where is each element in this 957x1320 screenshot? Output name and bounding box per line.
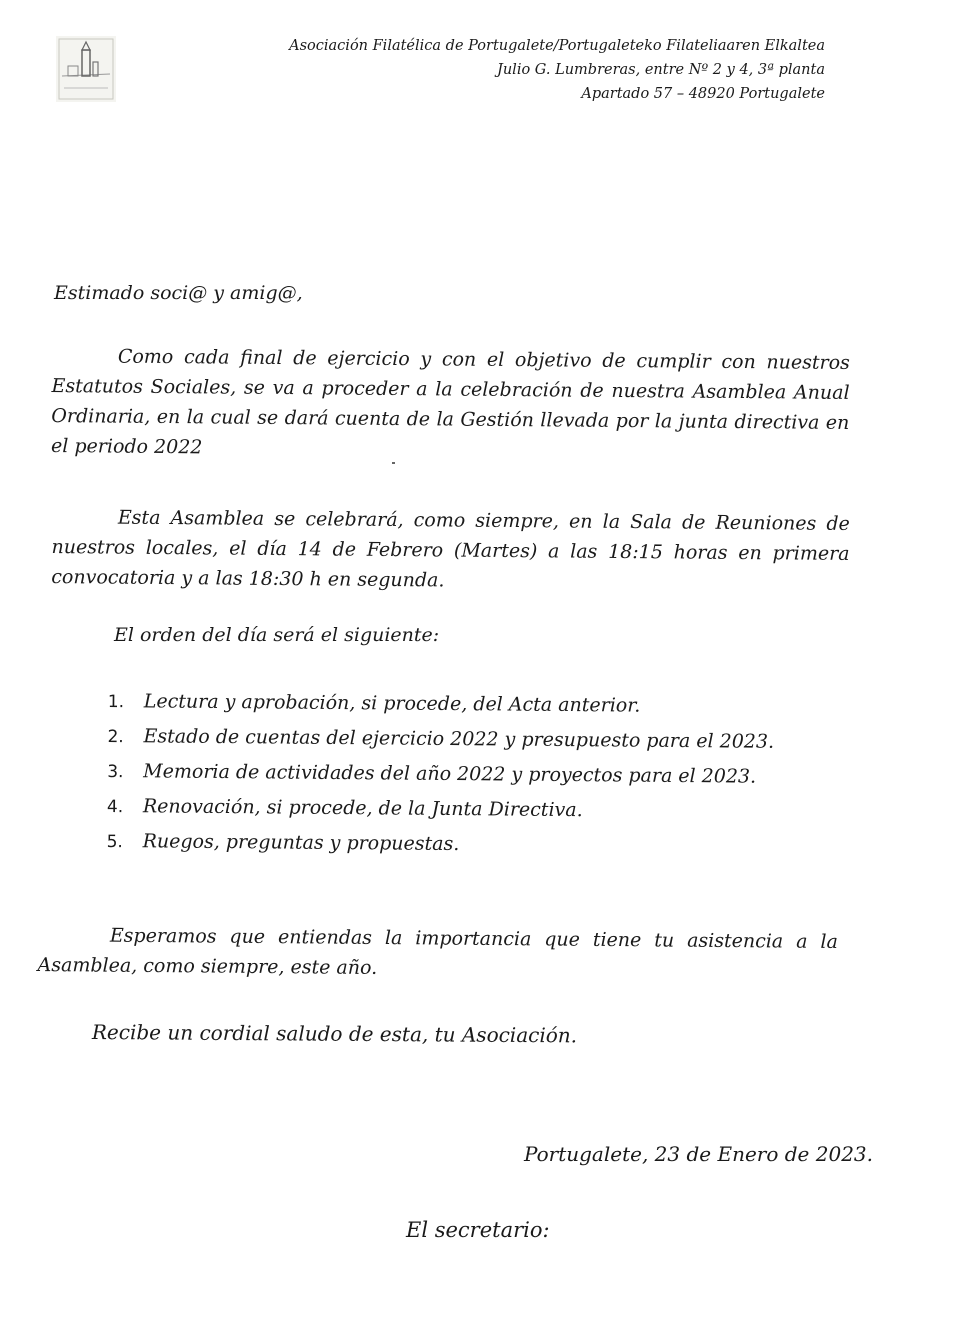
agenda-item-number: 5. (106, 831, 123, 853)
letter-date: Portugalete, 23 de Enero de 2023. (523, 1142, 873, 1166)
stray-mark (392, 462, 395, 464)
paragraph-intro: Como cada final de ejercicio y con el objetivo de cumplir con nuestros Estatutos Sociales, se va a proceder a la celebración de nuestra Asamblea Anual Ordinaria, en la cual se dará cuenta de la Gestión llevada por la junta directiva en el periodo 2022 (50, 345, 850, 459)
signature-label: El secretario: (406, 1218, 550, 1242)
letterhead-address: Julio G. Lumbreras, entre Nº 2 y 4, 3ª planta (497, 62, 825, 78)
agenda-item-number: 2. (107, 726, 124, 748)
paragraph-attendance: Esperamos que entiendas la importancia que tiene tu asistencia a la Asamblea, como siempre, este año. (37, 924, 838, 979)
letterhead (289, 34, 825, 106)
greeting: Estimado soci@ y amig@, (54, 282, 303, 304)
agenda-item-text: Ruegos, preguntas y propuestas. (142, 830, 460, 856)
closing-salutation: Recibe un cordial saludo de esta, tu Asociación. (91, 1020, 578, 1048)
agenda-item-text: Estado de cuentas del ejercicio 2022 y presupuesto para el 2023. (143, 725, 775, 753)
letterhead-association-name: Asociación Filatélica de Portugalete/Portugaleteko Filateliaaren Elkaltea (289, 38, 825, 54)
agenda-item-text: Lectura y aprobación, si procede, del Acta anterior. (143, 690, 641, 717)
letterhead-postal: Apartado 57 – 48920 Portugalete (581, 86, 825, 102)
tower-logo-icon (56, 36, 116, 102)
agenda-item (107, 754, 774, 795)
agenda-intro: El orden del día será el siguiente: (114, 624, 440, 646)
paragraph-meeting-details: Esta Asamblea se celebrará, como siempre, en la Sala de Reuniones de nuestros locales, el día 14 de Febrero (Martes) a las 18:15 horas en primera convocatoria y a las 18:30 h en segunda. (51, 506, 850, 592)
agenda-item-number: 4. (106, 796, 124, 818)
agenda-item (107, 719, 774, 760)
agenda-item-number: 1. (107, 691, 125, 713)
agenda-item (107, 789, 774, 830)
agenda-item (108, 684, 775, 725)
agenda-item-text: Renovación, si procede, de la Junta Directiva. (142, 795, 583, 822)
agenda-item (106, 824, 773, 865)
agenda-item-number: 3. (107, 761, 124, 783)
agenda-item-text: Memoria de actividades del año 2022 y proyectos para el 2023. (143, 760, 757, 788)
agenda-list (106, 684, 774, 865)
